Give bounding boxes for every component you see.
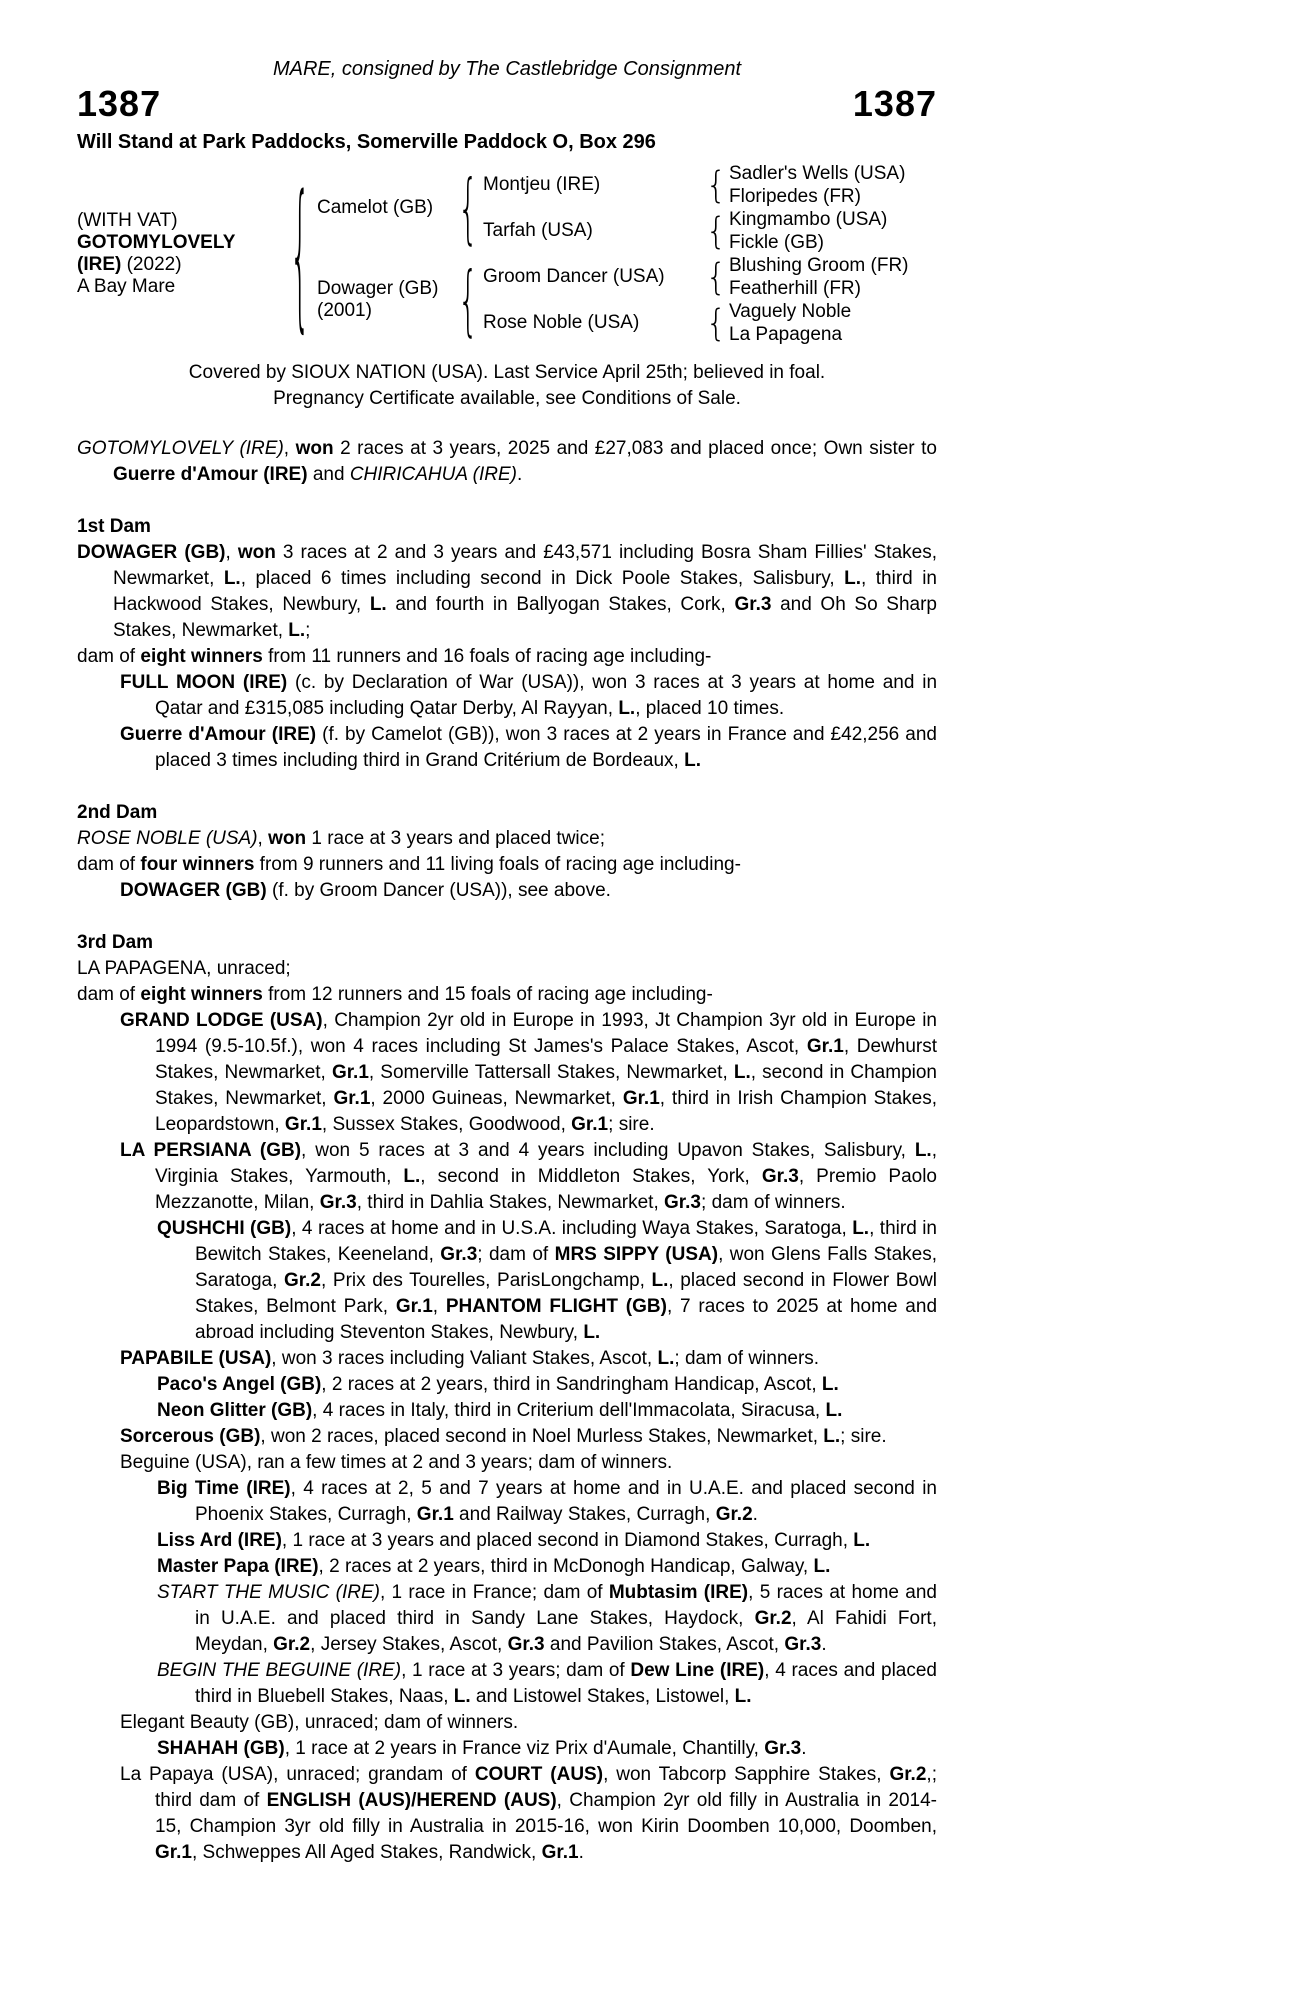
text-segment: , placed 10 times. (635, 698, 785, 719)
text-segment: LA PAPAGENA, unraced; (77, 958, 291, 979)
text-segment: , (225, 542, 238, 563)
text-segment: , Dewhurst Stakes, Newmarket, (155, 1036, 937, 1083)
dam-entry (77, 956, 937, 982)
text-segment: L. (821, 1374, 839, 1395)
text-segment: Gr.1 (541, 1842, 579, 1863)
text-segment: L. (223, 568, 241, 589)
text-segment: , (257, 828, 269, 849)
text-segment: COURT (AUS) (474, 1764, 604, 1785)
text-segment: ; dam of winners. (674, 1348, 820, 1369)
text-segment: ; sire. (608, 1114, 655, 1135)
text-segment: , 7 races to 2025 at home and abroad including Steventon Stakes, Newbury, (195, 1296, 938, 1343)
text-segment: . (752, 1504, 758, 1525)
text-segment: , won Glens Falls Stakes, Saratoga, (195, 1244, 937, 1291)
text-segment: , Al Fahidi Fort, Meydan, (195, 1608, 937, 1655)
section-3rd-dam (77, 956, 937, 1866)
covered-line: Covered by SIOUX NATION (USA). Last Service April 25th; believed in foal. (188, 362, 826, 383)
gen3-name: La Papagena (729, 323, 843, 345)
text-segment: Gr.3 (507, 1634, 545, 1655)
text-segment: Gr.1 (331, 1062, 369, 1083)
text-segment: Sorcerous (GB) (120, 1426, 261, 1447)
text-segment: Gr.3 (764, 1738, 802, 1759)
horse-entry (157, 1580, 937, 1658)
text-segment: ROSE NOBLE (USA) (77, 828, 258, 849)
gen3-name: Featherhill (FR) (729, 277, 861, 299)
text-segment: Guerre d'Amour (IRE) (113, 464, 308, 485)
text-segment: L. (651, 1270, 669, 1291)
text-segment: Beguine (USA), ran a few times at 2 and 3 years; dam of winners. (120, 1452, 673, 1473)
text-segment: 1 race at 3 years and placed twice; (306, 828, 605, 849)
text-segment: L. (369, 594, 387, 615)
vat-note: (WITH VAT) (77, 210, 178, 231)
text-segment: 3 races at 2 and 3 years and £43,571 including Bosra Sham Fillies' Stakes, Newmarket, (113, 542, 937, 589)
text-segment: Gr.3 (784, 1634, 822, 1655)
text-segment: L. (914, 1140, 932, 1161)
text-segment: L. (684, 750, 701, 771)
text-segment: from 12 runners and 15 foals of racing age including- (262, 984, 713, 1005)
section-heading-2nd-dam: 2nd Dam (77, 802, 158, 823)
text-segment: . (578, 1842, 584, 1863)
text-segment: , third in Bewitch Stakes, Keeneland, (195, 1218, 937, 1265)
text-segment: and Listowel Stakes, Listowel, (470, 1686, 735, 1707)
text-segment: , 4 races and placed third in Bluebell Stakes, Naas, (195, 1660, 937, 1707)
text-segment: , placed second in Flower Bowl Stakes, Belmont Park, (195, 1270, 937, 1317)
horse-entry (120, 1710, 937, 1736)
gen3-name: Floripedes (FR) (729, 185, 861, 207)
text-segment: , third in Irish Champion Stakes, Leopardstown, (155, 1088, 937, 1135)
text-segment: , (432, 1296, 446, 1317)
pedigree-brace-gen3-3: { (705, 255, 727, 299)
text-segment: PAPABILE (USA) (120, 1348, 272, 1369)
text-segment: L. (844, 568, 862, 589)
horse-entry (120, 1346, 937, 1372)
text-segment: La Papaya (USA), unraced; grandam of (120, 1764, 475, 1785)
horse-entry (120, 670, 937, 722)
sire-dam-name: Tarfah (USA) (483, 220, 593, 241)
pedigree-name-block (77, 210, 283, 298)
text-segment: , won 2 races, placed second in Noel Murless Stakes, Newmarket, (260, 1426, 824, 1447)
horse-entry (157, 1554, 937, 1580)
lot-horse-description: A Bay Mare (77, 276, 176, 297)
horse-entry (120, 1138, 937, 1216)
dam-produce-summary (77, 644, 937, 670)
sire-cell (317, 162, 453, 254)
text-segment: BEGIN THE BEGUINE (IRE) (157, 1660, 402, 1681)
text-segment: ; (305, 620, 311, 641)
text-segment: , Champion 2yr old in Europe in 1993, Jt Champion 3yr old in Europe in 1994 (9.5-10.5f.), won 4 races including St James's Palace Stakes, Ascot, (155, 1010, 937, 1057)
text-segment: , 2000 Guineas, Newmarket, (370, 1088, 623, 1109)
text-segment: L. (853, 1530, 871, 1551)
text-segment: Gr.2 (273, 1634, 311, 1655)
sire-sire-name: Montjeu (IRE) (483, 174, 601, 195)
text-segment: , 2 races at 2 years, third in Sandringham Handicap, Ascot, (321, 1374, 822, 1395)
text-segment: . (801, 1738, 807, 1759)
text-segment: Gr.3 (440, 1244, 478, 1265)
dam-entry (77, 826, 937, 852)
dam-entry (77, 540, 937, 644)
text-segment: from 11 runners and 16 foals of racing age including- (262, 646, 712, 667)
horse-entry (120, 1424, 937, 1450)
text-segment: L. (734, 1686, 752, 1707)
text-segment: Gr.1 (284, 1114, 322, 1135)
text-segment: , Premio Paolo Mezzanotte, Milan, (155, 1166, 937, 1213)
text-segment: Gr.3 (761, 1166, 799, 1187)
lot-horse-country: (IRE) (77, 254, 122, 275)
pregnancy-line: Pregnancy Certificate available, see Conditions of Sale. (273, 388, 741, 409)
dam-dam-name: Rose Noble (USA) (483, 312, 640, 333)
text-segment: , Jersey Stakes, Ascot, (310, 1634, 508, 1655)
pedigree-brace-gen3-4: { (705, 301, 727, 345)
horse-entry (120, 1762, 937, 1866)
text-segment: , 4 races at home and in U.S.A. including Waya Stakes, Saratoga, (291, 1218, 853, 1239)
stand-location-line: Will Stand at Park Paddocks, Somerville Paddock O, Box 296 (77, 131, 656, 153)
text-segment: ; dam of (477, 1244, 555, 1265)
pedigree-brace-gen3-2: { (705, 209, 727, 253)
text-segment: Gr.1 (416, 1504, 454, 1525)
text-segment: , 1 race in France; dam of (379, 1582, 609, 1603)
sire-name: Camelot (GB) (317, 197, 434, 218)
horse-entry (157, 1528, 937, 1554)
text-segment: , Sussex Stakes, Goodwood, (321, 1114, 572, 1135)
text-segment: CHIRICAHUA (IRE) (349, 464, 517, 485)
text-segment: won (268, 828, 307, 849)
covering-details (77, 360, 937, 412)
dam-produce-summary (77, 852, 937, 878)
section-2nd-dam (77, 826, 937, 904)
text-segment: . (516, 464, 523, 485)
lot-number-right: 1387 (852, 83, 937, 124)
text-segment: GRAND LODGE (USA) (120, 1010, 323, 1031)
text-segment: , Prix des Tourelles, ParisLongchamp, (321, 1270, 652, 1291)
dam-year: (2001) (317, 300, 372, 321)
text-segment: L. (618, 698, 636, 719)
text-segment: and Oh So Sharp Stakes, Newmarket, (113, 594, 937, 641)
text-segment: and (307, 464, 350, 485)
text-segment: L. (825, 1400, 843, 1421)
gen3-name: Vaguely Noble (729, 300, 852, 322)
text-segment: and Railway Stakes, Curragh, (453, 1504, 716, 1525)
gen3-name: Blushing Groom (FR) (729, 254, 909, 276)
dam-cell (317, 254, 453, 346)
horse-entry (157, 1736, 937, 1762)
pedigree-brace-gen3-1: { (705, 163, 727, 207)
text-segment: GOTOMYLOVELY (IRE) (77, 438, 284, 459)
text-segment: , 4 races in Italy, third in Criterium dell'Immacolata, Siracusa, (312, 1400, 826, 1421)
text-segment: eight winners (140, 646, 263, 667)
horse-entry (157, 1476, 937, 1528)
lot-horse-suffix (77, 254, 283, 276)
text-segment: Gr.3 (734, 594, 772, 615)
horse-entry (120, 722, 937, 774)
text-segment: QUSHCHI (GB) (157, 1218, 292, 1239)
horse-entry (120, 878, 937, 904)
text-segment: eight winners (140, 984, 263, 1005)
text-segment: L. (813, 1556, 831, 1577)
text-segment: Dew Line (IRE) (630, 1660, 765, 1681)
text-segment: Gr.1 (806, 1036, 844, 1057)
text-segment: won (295, 438, 334, 459)
section-1st-dam (77, 540, 937, 774)
text-segment: Mubtasim (IRE) (608, 1582, 749, 1603)
text-segment: DOWAGER (GB) (120, 880, 267, 901)
text-segment: DOWAGER (GB) (77, 542, 226, 563)
text-segment: L. (288, 620, 306, 641)
text-segment: dam of (77, 854, 141, 875)
text-segment: , 5 races at home and in U.A.E. and placed third in Sandy Lane Stakes, Haydock, (195, 1582, 937, 1629)
horse-entry (157, 1398, 937, 1424)
text-segment: ; sire. (840, 1426, 887, 1447)
text-segment: Gr.2 (284, 1270, 321, 1291)
text-segment: L. (657, 1348, 675, 1369)
text-segment: (c. by Declaration of War (USA)), won 3 races at 3 years at home and in Qatar and £315,085 including Qatar Derby, Al Rayyan, (155, 672, 938, 719)
text-segment: from 9 runners and 11 living foals of racing age including- (254, 854, 741, 875)
text-segment: , won 5 races at 3 and 4 years including Upavon Stakes, Salisbury, (301, 1140, 915, 1161)
text-segment: 2 races at 3 years, 2025 and £27,083 and placed once; Own sister to (333, 438, 937, 459)
text-segment: , placed 6 times including second in Dick Poole Stakes, Salisbury, (240, 568, 845, 589)
text-segment: and fourth in Ballyogan Stakes, Cork, (386, 594, 735, 615)
text-segment: SHAHAH (GB) (157, 1738, 285, 1759)
pedigree-brace-sire: { (457, 162, 479, 254)
lot-number-left: 1387 (77, 83, 162, 124)
text-segment: FULL MOON (IRE) (120, 672, 288, 693)
text-segment: L. (403, 1166, 421, 1187)
pedigree-brace-dam: { (457, 254, 479, 346)
text-segment: START THE MUSIC (IRE) (157, 1582, 380, 1603)
text-segment: , 4 races at 2, 5 and 7 years at home and in U.A.E. and placed second in Phoenix Stakes, Curragh, (195, 1478, 937, 1525)
text-segment: , 2 races at 2 years, third in McDonogh Handicap, Galway, (318, 1556, 814, 1577)
text-segment: won (237, 542, 276, 563)
text-segment: Gr.1 (622, 1088, 660, 1109)
pedigree-table (77, 159, 937, 349)
text-segment: L. (823, 1426, 841, 1447)
horse-entry (157, 1658, 937, 1710)
text-segment: , won 3 races including Valiant Stakes, Ascot, (271, 1348, 658, 1369)
text-segment: Neon Glitter (GB) (157, 1400, 313, 1421)
text-segment: , 1 race at 3 years; dam of (401, 1660, 631, 1681)
text-segment: L. (852, 1218, 870, 1239)
lot-horse-name: GOTOMYLOVELY (77, 232, 236, 253)
text-segment: , 1 race at 3 years and placed second in Diamond Stakes, Curragh, (281, 1530, 854, 1551)
text-segment: , third in Dahlia Stakes, Newmarket, (356, 1192, 665, 1213)
text-segment: Gr.2 (754, 1608, 792, 1629)
race-record-block (77, 436, 937, 488)
section-heading-3rd-dam: 3rd Dam (77, 932, 154, 953)
lot-horse-year: (2022) (121, 254, 182, 275)
text-segment: , 1 race at 2 years in France viz Prix d'Aumale, Chantilly, (284, 1738, 765, 1759)
horse-entry (157, 1216, 937, 1346)
text-segment: , Champion 2yr old filly in Australia in 2014-15, Champion 3yr old filly in Australia in 2015-16, won Kirin Doomben 10,000, Doomben, (155, 1790, 938, 1837)
text-segment: Big Time (IRE) (157, 1478, 291, 1499)
gen3-name: Fickle (GB) (729, 231, 824, 253)
text-segment: ENGLISH (AUS)/HEREND (AUS) (266, 1790, 557, 1811)
text-segment: , (283, 438, 296, 459)
text-segment: Elegant Beauty (GB), unraced; dam of winners. (120, 1712, 519, 1733)
text-segment: dam of (77, 646, 141, 667)
text-segment: dam of (77, 984, 141, 1005)
text-segment: Gr.1 (395, 1296, 433, 1317)
text-segment: Master Papa (IRE) (157, 1556, 319, 1577)
text-segment: Gr.1 (333, 1088, 371, 1109)
section-heading-1st-dam: 1st Dam (77, 516, 151, 537)
gen3-name: Sadler's Wells (USA) (729, 162, 906, 184)
text-segment: and Pavilion Stakes, Ascot, (544, 1634, 785, 1655)
text-segment: , third in Hackwood Stakes, Newbury, (113, 568, 937, 615)
text-segment: ,; third dam of (155, 1764, 937, 1811)
text-segment: Guerre d'Amour (IRE) (120, 724, 317, 745)
text-segment: , won Tabcorp Sapphire Stakes, (603, 1764, 890, 1785)
text-segment: , second in Champion Stakes, Newmarket, (155, 1062, 937, 1109)
text-segment: Gr.2 (715, 1504, 753, 1525)
text-segment: MRS SIPPY (USA) (554, 1244, 719, 1265)
text-segment: Paco's Angel (GB) (157, 1374, 322, 1395)
lot-horse-race-record (77, 436, 937, 488)
text-segment: . (821, 1634, 827, 1655)
text-segment: L. (733, 1062, 751, 1083)
gen3-name: Kingmambo (USA) (729, 208, 888, 230)
text-segment: (f. by Groom Dancer (USA)), see above. (266, 880, 611, 901)
text-segment: L. (583, 1322, 601, 1343)
lot-number-row (77, 83, 937, 125)
text-segment: four winners (140, 854, 255, 875)
dam-sire-name: Groom Dancer (USA) (483, 266, 665, 287)
text-segment: Gr.2 (889, 1764, 927, 1785)
text-segment: , second in Middleton Stakes, York, (420, 1166, 762, 1187)
text-segment: PHANTOM FLIGHT (GB) (445, 1296, 667, 1317)
text-segment: , Virginia Stakes, Yarmouth, (155, 1140, 937, 1187)
text-segment: , Somerville Tattersall Stakes, Newmarket, (368, 1062, 734, 1083)
dam-produce-summary (77, 982, 937, 1008)
horse-entry (120, 1008, 937, 1138)
text-segment: Gr.1 (155, 1842, 192, 1863)
text-segment: Gr.1 (571, 1114, 609, 1135)
text-segment: , Schweppes All Aged Stakes, Randwick, (191, 1842, 542, 1863)
consignor-line: MARE, consigned by The Castlebridge Consignment (272, 58, 742, 80)
text-segment: Liss Ard (IRE) (157, 1530, 282, 1551)
text-segment: Gr.3 (319, 1192, 357, 1213)
text-segment: L. (453, 1686, 471, 1707)
dam-name: Dowager (GB) (317, 278, 439, 299)
text-segment: ; dam of winners. (701, 1192, 846, 1213)
text-segment: Gr.3 (664, 1192, 702, 1213)
horse-entry (157, 1372, 937, 1398)
text-segment: (f. by Camelot (GB)), won 3 races at 2 years in France and £42,256 and placed 3 times including third in Grand Critérium de Bordeaux, (155, 724, 937, 771)
text-segment: LA PERSIANA (GB) (120, 1140, 302, 1161)
horse-entry (120, 1450, 937, 1476)
pedigree-brace-main: { (289, 159, 311, 349)
